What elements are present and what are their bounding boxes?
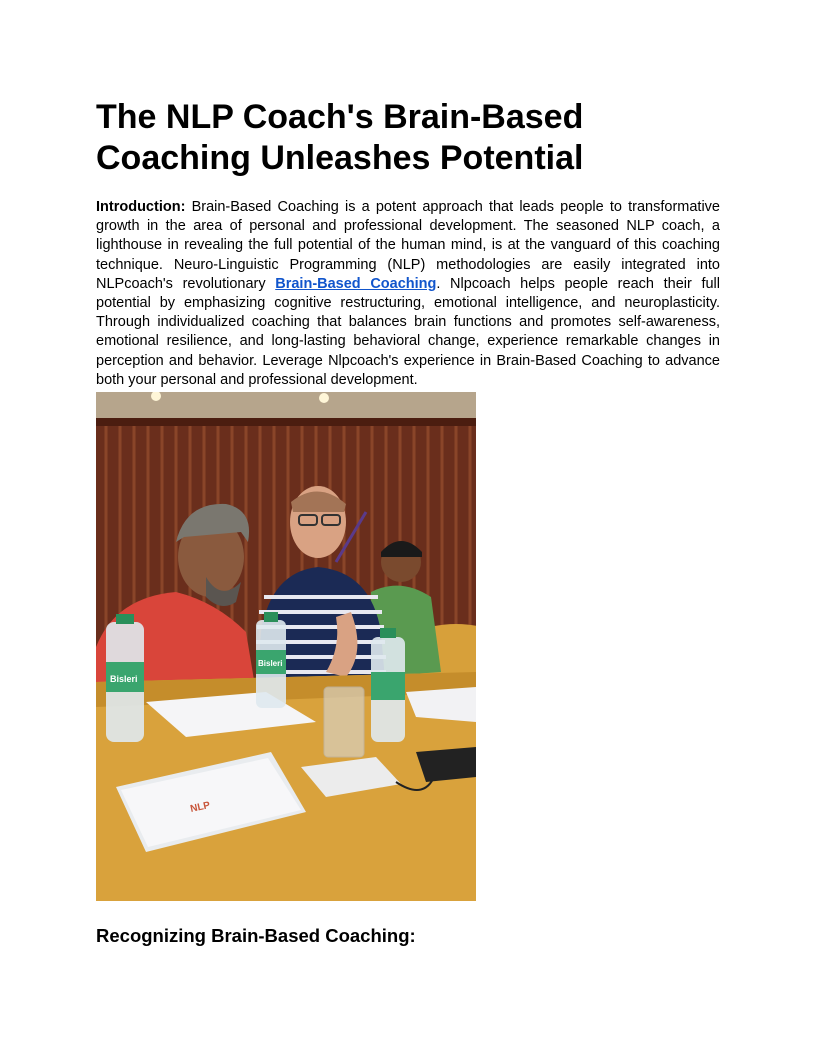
intro-text-before: Brain-Based Coaching is a potent approach that leads people to transformative growth in the area of personal and professional development. The seasoned NLP coach, a lighthouse in revealing the full potential of the human mind, is at the vanguard of this coaching technique. Neuro-Linguistic Programming (NLP) methodologies are easily integrated into NLPcoach's revolutionary <box>96 199 720 292</box>
intro-text-after: . Nlpcoach helps people reach their full potential by emphasizing cognitive restructuring, emotional intelligence, and neuroplasticity. Through individualized coaching that balances brain functions and promotes self-awareness, emotional resilience, and long-lasting behavioral change, experience remarkable changes in perception and behavior. Leverage Nlpcoach's experience in Brain-Based Coaching to advance both your personal and professional development. <box>96 275 720 388</box>
section-heading: Recognizing Brain-Based Coaching: <box>96 925 416 946</box>
coaching-session-photo <box>96 392 476 901</box>
brain-based-coaching-link[interactable]: Brain-Based Coaching <box>275 275 437 292</box>
intro-label: Introduction: <box>96 199 186 215</box>
bottle-label-middle: Bisleri <box>258 659 283 668</box>
bottle-label-left: Bisleri <box>110 674 138 684</box>
folder-nlp-text: NLP <box>189 800 212 815</box>
page-title: The NLP Coach's Brain-Based Coaching Unleashes Potential <box>96 98 584 177</box>
intro-paragraph <box>96 198 720 390</box>
